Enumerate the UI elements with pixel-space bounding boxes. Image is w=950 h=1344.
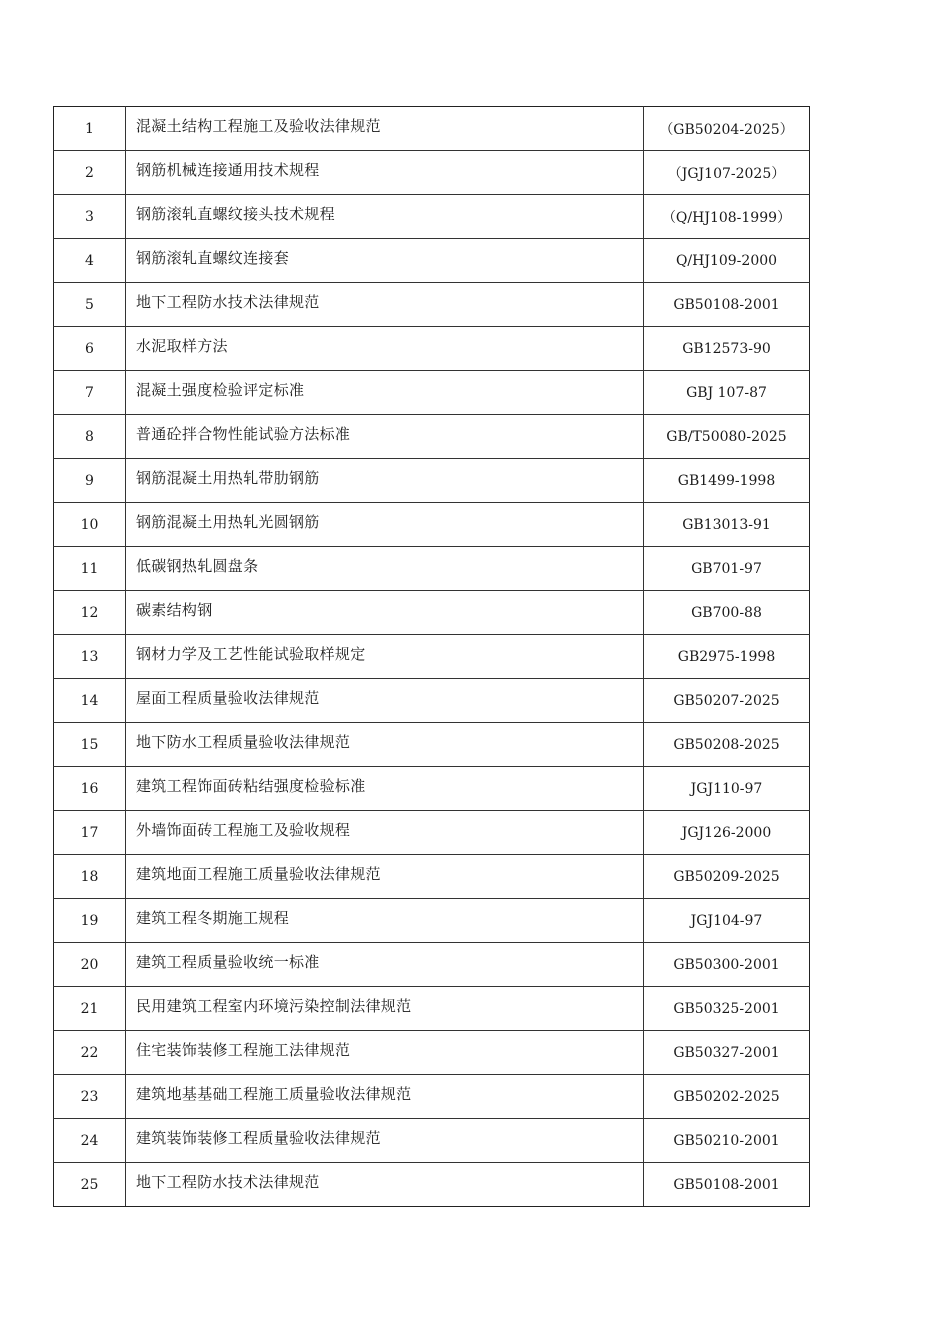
standard-code: GB2975-1998 (644, 635, 810, 679)
standard-code: （JGJ107-2025） (644, 151, 810, 195)
table-row (54, 195, 810, 239)
row-number: 25 (54, 1163, 126, 1207)
standard-code: （GB50204-2025） (644, 107, 810, 151)
standard-name: 普通砼拌合物性能试验方法标准 (126, 415, 644, 459)
row-number: 22 (54, 1031, 126, 1075)
table-row (54, 327, 810, 371)
row-number: 14 (54, 679, 126, 723)
standards-table (53, 106, 810, 1207)
standard-code: GB50202-2025 (644, 1075, 810, 1119)
row-number: 21 (54, 987, 126, 1031)
row-number: 2 (54, 151, 126, 195)
row-number: 6 (54, 327, 126, 371)
table-row (54, 415, 810, 459)
standard-code: GB50108-2001 (644, 283, 810, 327)
standard-code: GB701-97 (644, 547, 810, 591)
row-number: 17 (54, 811, 126, 855)
standard-code: （Q/HJ108-1999） (644, 195, 810, 239)
standard-name: 混凝土结构工程施工及验收法律规范 (126, 107, 644, 151)
standard-code: GB50325-2001 (644, 987, 810, 1031)
table-row (54, 283, 810, 327)
standard-name: 建筑工程冬期施工规程 (126, 899, 644, 943)
standard-name: 钢筋滚轧直螺纹连接套 (126, 239, 644, 283)
row-number: 15 (54, 723, 126, 767)
table-row (54, 899, 810, 943)
standard-name: 地下工程防水技术法律规范 (126, 1163, 644, 1207)
row-number: 3 (54, 195, 126, 239)
row-number: 11 (54, 547, 126, 591)
standard-name: 建筑工程质量验收统一标准 (126, 943, 644, 987)
standards-table-body (54, 107, 810, 1207)
standard-name: 外墙饰面砖工程施工及验收规程 (126, 811, 644, 855)
table-row (54, 459, 810, 503)
row-number: 16 (54, 767, 126, 811)
row-number: 8 (54, 415, 126, 459)
table-row (54, 547, 810, 591)
standard-code: GB50209-2025 (644, 855, 810, 899)
standard-code: GB12573-90 (644, 327, 810, 371)
table-row (54, 107, 810, 151)
standard-code: GB13013-91 (644, 503, 810, 547)
standard-code: GB1499-1998 (644, 459, 810, 503)
standard-code: JGJ126-2000 (644, 811, 810, 855)
standard-name: 建筑工程饰面砖粘结强度检验标准 (126, 767, 644, 811)
standard-code: GB50108-2001 (644, 1163, 810, 1207)
table-row (54, 767, 810, 811)
row-number: 10 (54, 503, 126, 547)
row-number: 12 (54, 591, 126, 635)
standard-name: 钢筋混凝土用热轧光圆钢筋 (126, 503, 644, 547)
standard-name: 钢筋滚轧直螺纹接头技术规程 (126, 195, 644, 239)
standard-code: JGJ110-97 (644, 767, 810, 811)
standard-name: 混凝土强度检验评定标准 (126, 371, 644, 415)
standard-name: 屋面工程质量验收法律规范 (126, 679, 644, 723)
standard-code: GB50207-2025 (644, 679, 810, 723)
standard-name: 地下工程防水技术法律规范 (126, 283, 644, 327)
row-number: 24 (54, 1119, 126, 1163)
standard-name: 建筑地面工程施工质量验收法律规范 (126, 855, 644, 899)
standard-name: 住宅装饰装修工程施工法律规范 (126, 1031, 644, 1075)
row-number: 7 (54, 371, 126, 415)
row-number: 20 (54, 943, 126, 987)
standard-name: 钢材力学及工艺性能试验取样规定 (126, 635, 644, 679)
table-row (54, 371, 810, 415)
standard-code: GB50208-2025 (644, 723, 810, 767)
standard-name: 水泥取样方法 (126, 327, 644, 371)
standard-code: GB50300-2001 (644, 943, 810, 987)
standard-name: 钢筋机械连接通用技术规程 (126, 151, 644, 195)
row-number: 9 (54, 459, 126, 503)
standard-code: GB50210-2001 (644, 1119, 810, 1163)
table-row (54, 591, 810, 635)
table-row (54, 987, 810, 1031)
table-row (54, 943, 810, 987)
standard-name: 碳素结构钢 (126, 591, 644, 635)
row-number: 18 (54, 855, 126, 899)
table-row (54, 1075, 810, 1119)
table-row (54, 811, 810, 855)
table-row (54, 151, 810, 195)
row-number: 1 (54, 107, 126, 151)
standard-name: 建筑地基基础工程施工质量验收法律规范 (126, 1075, 644, 1119)
standard-name: 地下防水工程质量验收法律规范 (126, 723, 644, 767)
table-row (54, 723, 810, 767)
table-row (54, 239, 810, 283)
row-number: 23 (54, 1075, 126, 1119)
standard-code: JGJ104-97 (644, 899, 810, 943)
standard-code: GB/T50080-2025 (644, 415, 810, 459)
row-number: 5 (54, 283, 126, 327)
row-number: 4 (54, 239, 126, 283)
standard-code: Q/HJ109-2000 (644, 239, 810, 283)
table-row (54, 503, 810, 547)
standard-code: GBJ 107-87 (644, 371, 810, 415)
standard-code: GB700-88 (644, 591, 810, 635)
table-row (54, 1031, 810, 1075)
standard-code: GB50327-2001 (644, 1031, 810, 1075)
table-row (54, 635, 810, 679)
table-row (54, 679, 810, 723)
row-number: 19 (54, 899, 126, 943)
table-row (54, 1163, 810, 1207)
row-number: 13 (54, 635, 126, 679)
table-row (54, 855, 810, 899)
table-row (54, 1119, 810, 1163)
standard-name: 低碳钢热轧圆盘条 (126, 547, 644, 591)
standard-name: 钢筋混凝土用热轧带肋钢筋 (126, 459, 644, 503)
standard-name: 建筑装饰装修工程质量验收法律规范 (126, 1119, 644, 1163)
standard-name: 民用建筑工程室内环境污染控制法律规范 (126, 987, 644, 1031)
